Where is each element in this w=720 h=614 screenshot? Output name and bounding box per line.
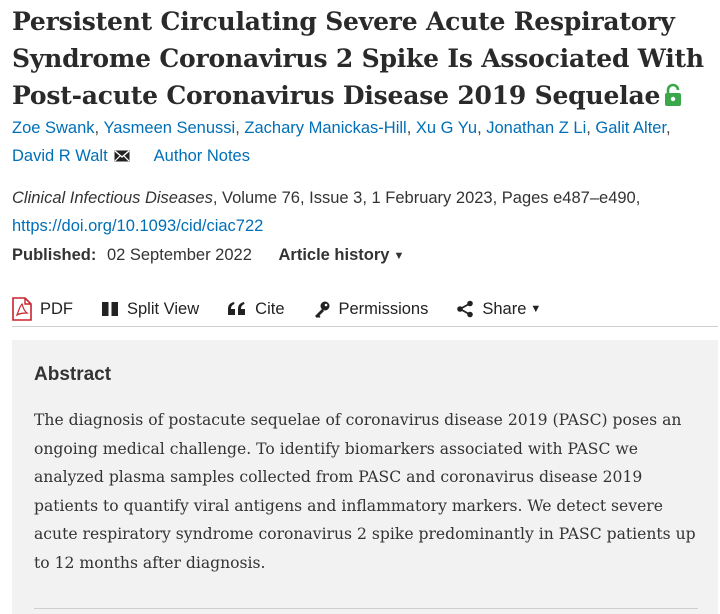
citation	[12, 184, 712, 240]
cite-button[interactable]	[227, 294, 284, 324]
share-button[interactable]	[456, 294, 541, 324]
author-separator: ,	[406, 119, 412, 137]
caret-down-icon: ▼	[530, 303, 542, 315]
permissions-button[interactable]	[313, 294, 429, 324]
cite-quote-icon	[227, 301, 247, 317]
published-date: 02 September 2022	[106, 246, 252, 264]
published-row	[12, 241, 712, 270]
abstract-text: The diagnosis of postacute sequelae of coronavirus disease 2019 (PASC) poses an ongoing medical challenge. To identify biomarkers associated with PASC we analyzed plasma samples collected from PASC and coronavirus disease 2019 patients to quantify viral antigens and inflammatory markers. We detect severe acute respiratory syndrome coronavirus 2 spike predominantly in PASC patients up to 12 months after diagnosis.	[34, 411, 696, 572]
published-label: Published:	[12, 246, 97, 264]
caret-down-icon: ▼	[393, 250, 405, 262]
article-history-toggle[interactable]	[278, 246, 404, 264]
author-link[interactable]: Zoe Swank	[12, 119, 95, 137]
article-toolbar	[12, 292, 718, 327]
author-separator: ,	[94, 119, 100, 137]
split-view-button[interactable]	[101, 294, 199, 324]
journal-name: Clinical Infectious Diseases	[12, 189, 213, 207]
permissions-label: Permissions	[338, 299, 429, 318]
author-list	[12, 114, 712, 171]
author-link[interactable]: David R Walt	[12, 147, 108, 165]
article-title	[12, 3, 712, 117]
author-link[interactable]: Galit Alter	[595, 119, 667, 137]
divider	[34, 608, 698, 609]
split-view-icon	[101, 301, 119, 317]
key-icon	[313, 300, 331, 318]
abstract-heading: Abstract	[34, 364, 112, 385]
open-access-lock-icon	[664, 80, 682, 117]
article-history-label: Article history	[278, 246, 390, 264]
author-notes-link[interactable]: Author Notes	[153, 147, 250, 165]
abstract-section	[12, 340, 718, 614]
citation-details: , Volume 76, Issue 3, 1 February 2023, Pages e487–e490,	[212, 189, 641, 207]
split-view-label: Split View	[127, 299, 200, 318]
pdf-label: PDF	[40, 299, 73, 318]
author-separator: ,	[235, 119, 240, 137]
author-link[interactable]: Jonathan Z Li	[486, 119, 587, 137]
share-icon	[456, 300, 474, 318]
author-link[interactable]: Zachary Manickas-Hill	[244, 119, 407, 137]
author-separator: ,	[477, 119, 482, 137]
pdf-icon	[12, 297, 32, 321]
article-title-text: Persistent Circulating Severe Acute Respiratory Syndrome Coronavirus 2 Spike Is Associated With Post-acute Coronavirus Disease 2019 Sequelae	[12, 7, 704, 110]
share-label: Share	[482, 299, 527, 318]
pdf-button[interactable]	[12, 294, 73, 324]
doi-link[interactable]: https://doi.org/10.1093/cid/ciac722	[12, 217, 264, 235]
author-separator: ,	[586, 119, 591, 137]
cite-label: Cite	[255, 299, 285, 318]
author-separator: ,	[666, 119, 671, 137]
author-link[interactable]: Xu G Yu	[415, 119, 478, 137]
mail-icon[interactable]	[114, 143, 130, 171]
author-link[interactable]: Yasmeen Senussi	[103, 119, 236, 137]
